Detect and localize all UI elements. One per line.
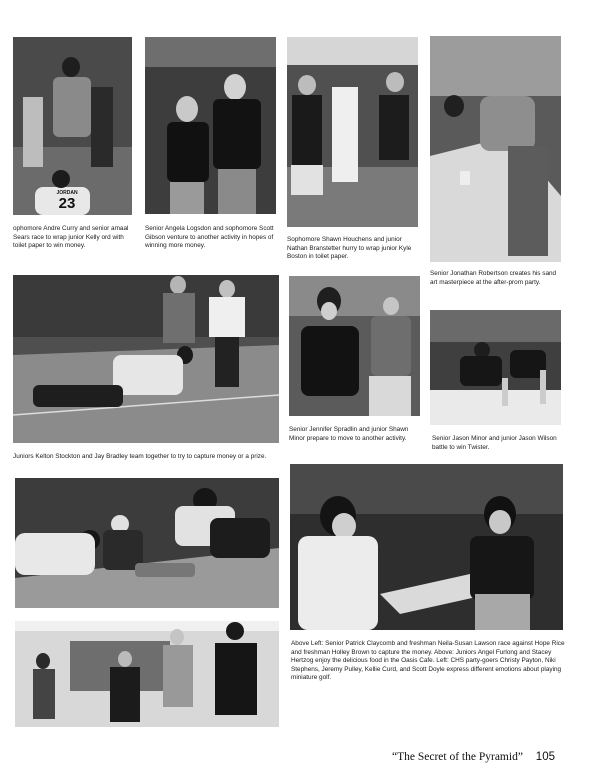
jersey-name: JORDAN [56, 190, 78, 196]
caption-stockton-bradley: Juniors Kelton Stockton and Jay Bradley team together to try to capture money or a prize. [13, 453, 267, 460]
page-number: 105 [535, 751, 555, 763]
photo-two-students-smiling [145, 37, 276, 214]
photo-sand-art [430, 36, 561, 262]
section-title: “The Secret of the Pyramid” [392, 751, 523, 763]
photo-toilet-paper-race [13, 37, 132, 215]
photo-wrap-boston [287, 37, 418, 227]
caption-robertson-sand-art: Senior Jonathan Robertson creates his sand art masterpiece at the after-prom party. [430, 270, 557, 286]
photo-gym-crawl [13, 275, 279, 443]
caption-above-left-group: Above Left: Senior Patrick Claycomb and freshman Neila-Susan Lawson race against Hope Rice and freshman Holley Brown to capture the money. Above: Juniors Angel Furlong and Stacey Hertzog enjoy the delicious food in the Oasis Cafe. Left: CHS party-goers Christy Payton, Niki Stephens, Jeremy Pulley, Kellie Curd, and Scott Doyle express different emotions about playing miniature golf. [291, 640, 565, 682]
caption-spradlin-minor: Senior Jennifer Spradlin and junior Shawn Minor prepare to move to another activity. [289, 426, 409, 442]
photo-twister [430, 310, 561, 425]
photo-spradlin-minor [289, 276, 420, 416]
caption-houchens-branstetter: Sophomore Shawn Houchens and junior Nathan Branstetter hurry to wrap junior Kyle Boston in toilet paper. [287, 236, 412, 261]
page-footer [392, 751, 555, 763]
caption-logsdon-gibson: Senior Angela Logsdon and sophomore Scott Gibson venture to another activity in hopes of winning more money. [145, 225, 274, 250]
photo-miniature-golf [15, 621, 279, 727]
photo-oasis-cafe [290, 464, 563, 630]
caption-twister: Senior Jason Minor and junior Jason Wilson battle to win Twister. [432, 435, 557, 451]
jersey-number: 23 [58, 195, 76, 212]
photo-capture-money [15, 478, 279, 608]
caption-toilet-paper-race: ophomore Andre Curry and senior amaal Sears race to wrap junior Kelly ord with toilet paper to win money. [13, 225, 129, 250]
